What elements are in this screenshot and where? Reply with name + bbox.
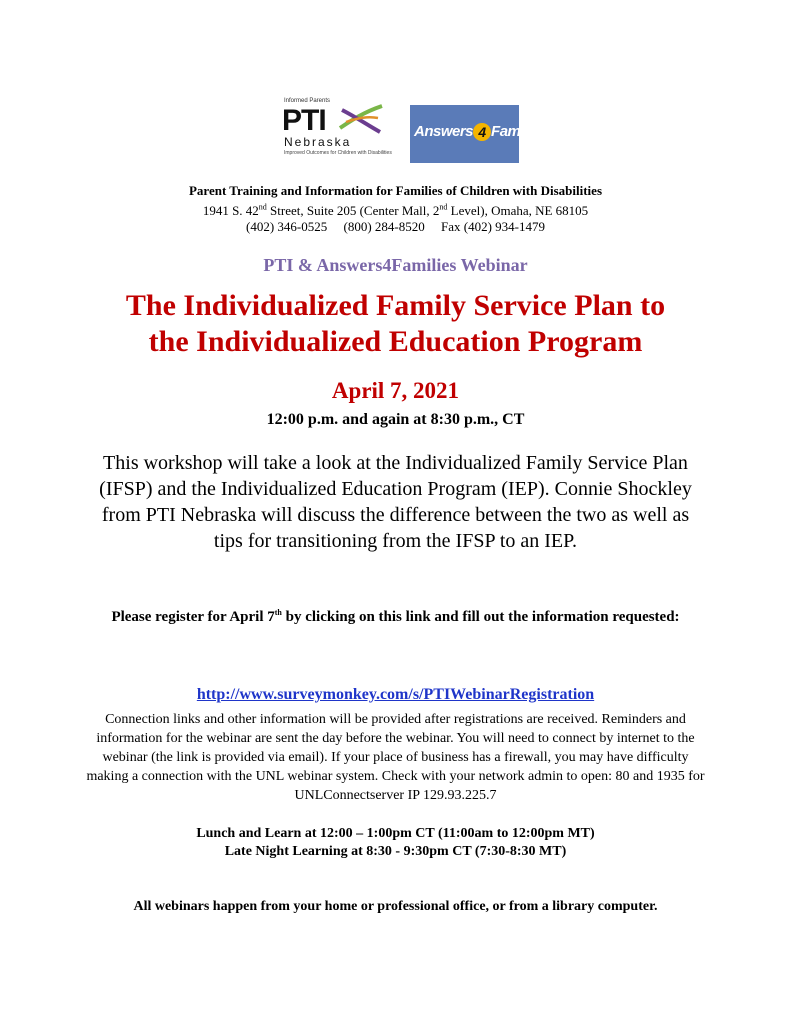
event-title (0, 288, 791, 360)
footer-note: All webinars happen from your home or professional office, or from a library computer. (133, 899, 658, 914)
registration-instructions: Please register for April 7th by clicking on this link and fill out the information requested: (111, 608, 680, 625)
pti-logo-tagline-top: Informed Parents (284, 98, 331, 104)
logo-bar (0, 98, 791, 170)
event-time: 12:00 p.m. and again at 8:30 p.m., CT (266, 411, 525, 428)
pti-swoosh-icon (338, 102, 384, 136)
pti-logo-wordmark: PTI (282, 104, 326, 137)
phone-numbers: (402) 346-0525 (800) 284-8520 Fax (402) 934-1479 (246, 219, 545, 234)
a4f-wordmark (414, 123, 547, 141)
event-title-line-1: The Individualized Family Service Plan to (125, 289, 666, 322)
session-times (0, 825, 791, 861)
connection-info: Connection links and other information will be provided after registrations are received. Reminders and information for the webinar are sent the day before the webinar. You will need to connect by internet to the webinar (the link is provided via email). If your place of business has a firewall, you may have difficulty making a connection with the UNL webinar system. Check with your network admin to open: 80 and 1935 for UNLConnectserver IP 129.93.225.7 (86, 712, 705, 803)
event-description: This workshop will take a look at the Individualized Family Service Plan (IFSP) and the Individualized Education Program (IEP). Connie Shockley from PTI Nebraska will discuss the difference between the two as well as tips for transitioning from the IFSP to an IEP. (99, 452, 692, 552)
pti-logo-state: Nebraska (284, 135, 352, 149)
pti-nebraska-logo (282, 98, 398, 160)
address: 1941 S. 42nd Street, Suite 205 (Center Mall, 2nd Level), Omaha, NE 68105 (202, 202, 589, 218)
late-night-session: Late Night Learning at 8:30 - 9:30pm CT (7:30-8:30 MT) (224, 844, 567, 859)
event-date: April 7, 2021 (331, 378, 460, 403)
pti-logo-tagline: Improved Outcomes for Children with Disabilities (284, 150, 392, 156)
a4f-answers: Answers (414, 123, 474, 140)
event-title-line-2: the Individualized Education Program (148, 325, 643, 358)
a4f-four-badge: 4 (473, 123, 491, 141)
registration-link[interactable]: http://www.surveymonkey.com/s/PTIWebinarRegistration (196, 686, 595, 703)
webinar-label: PTI & Answers4Families Webinar (263, 255, 528, 275)
org-name: Parent Training and Information for Families of Children with Disabilities (188, 183, 603, 198)
lunch-session: Lunch and Learn at 12:00 – 1:00pm CT (11:00am to 12:00pm MT) (196, 826, 595, 841)
answers4families-logo (410, 105, 548, 163)
a4f-families: Families (491, 123, 548, 140)
